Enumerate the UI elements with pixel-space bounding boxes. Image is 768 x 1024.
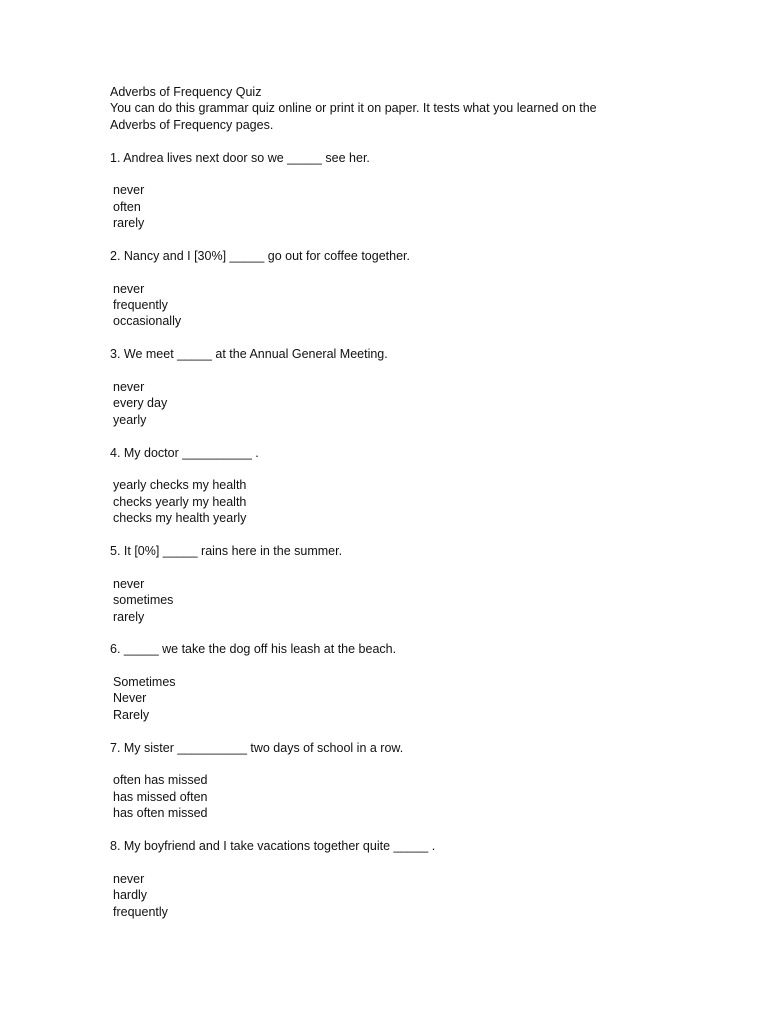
answer-option[interactable]: often (113, 199, 141, 214)
question-text: 5. It [0%] _____ rains here in the summer. (110, 543, 343, 558)
spacer (110, 625, 670, 641)
answer-option[interactable]: has missed often (113, 789, 208, 804)
question-text: 8. My boyfriend and I take vacations together quite _____ . (110, 838, 436, 853)
answer-option[interactable]: checks my health yearly (113, 511, 247, 526)
question-1 (110, 150, 670, 232)
spacer (110, 232, 670, 248)
intro-line-2: Adverbs of Frequency pages. (110, 117, 274, 132)
question-text: 1. Andrea lives next door so we _____ see her. (110, 150, 370, 165)
spacer (110, 428, 670, 444)
answer-option[interactable]: Sometimes (113, 675, 176, 690)
answer-option[interactable]: frequently (113, 904, 168, 919)
question-2 (110, 248, 670, 330)
answer-option[interactable]: every day (113, 396, 168, 411)
answer-option[interactable]: Rarely (113, 707, 150, 722)
answer-options (110, 477, 670, 526)
answer-option[interactable]: never (113, 281, 145, 296)
answer-option[interactable]: rarely (113, 216, 145, 231)
spacer (110, 133, 670, 149)
answer-option[interactable]: hardly (113, 888, 148, 903)
spacer (110, 527, 670, 543)
question-6 (110, 641, 670, 723)
answer-option[interactable]: never (113, 871, 145, 886)
intro-line-1: You can do this grammar quiz online or print it on paper. It tests what you learned on the (110, 101, 597, 116)
answer-option[interactable]: has often missed (113, 806, 208, 821)
question-8 (110, 838, 670, 920)
answer-options (110, 871, 670, 920)
spacer (110, 330, 670, 346)
answer-options (110, 674, 670, 723)
answer-option[interactable]: frequently (113, 298, 168, 313)
answer-option[interactable]: often has missed (113, 773, 208, 788)
answer-option[interactable]: never (113, 183, 145, 198)
answer-option[interactable]: yearly checks my health (113, 478, 247, 493)
answer-option[interactable]: occasionally (113, 314, 182, 329)
answer-option[interactable]: never (113, 576, 145, 591)
answer-option[interactable]: checks yearly my health (113, 494, 247, 509)
question-text: 3. We meet _____ at the Annual General Meeting. (110, 347, 388, 362)
answer-options (110, 772, 670, 821)
question-7 (110, 740, 670, 822)
answer-options (110, 576, 670, 625)
answer-options (110, 281, 670, 330)
spacer (110, 723, 670, 739)
question-5 (110, 543, 670, 625)
spacer (110, 822, 670, 838)
answer-option[interactable]: never (113, 380, 145, 395)
answer-option[interactable]: sometimes (113, 593, 174, 608)
question-text: 4. My doctor __________ . (110, 445, 259, 460)
answer-options (110, 182, 670, 231)
answer-option[interactable]: rarely (113, 609, 145, 624)
question-3 (110, 346, 670, 428)
quiz-document (110, 84, 670, 920)
answer-option[interactable]: Never (113, 691, 147, 706)
question-4 (110, 445, 670, 527)
question-text: 6. _____ we take the dog off his leash at the beach. (110, 642, 397, 657)
answer-option[interactable]: yearly (113, 412, 147, 427)
answer-options (110, 379, 670, 428)
question-text: 2. Nancy and I [30%] _____ go out for coffee together. (110, 248, 410, 263)
quiz-title: Adverbs of Frequency Quiz (110, 85, 262, 99)
question-text: 7. My sister __________ two days of school in a row. (110, 740, 404, 755)
